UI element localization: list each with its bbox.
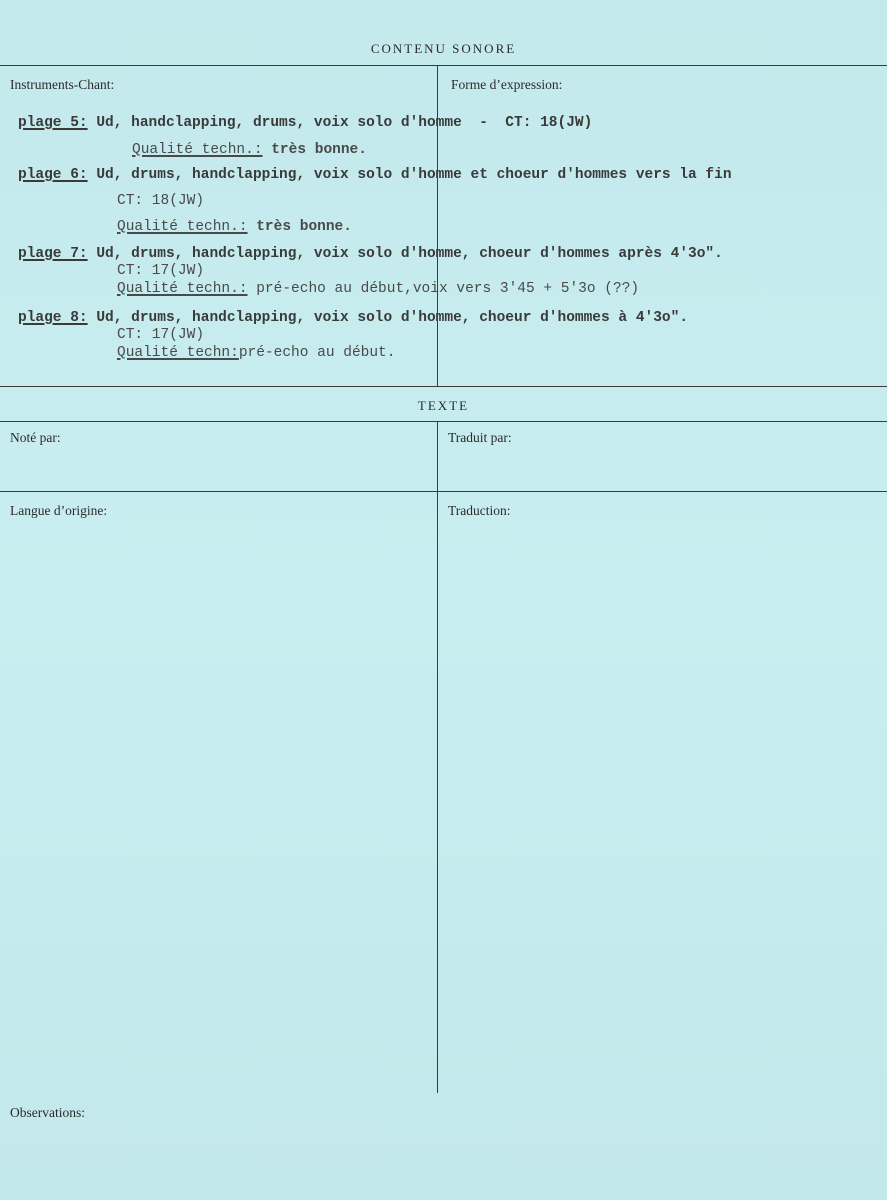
section-title-texte: TEXTE [417,398,470,413]
track-label-plage-5: plage 5: [18,115,88,131]
quality-text: très bonne. [247,219,352,235]
column-divider-texte [437,421,438,1093]
quality-line-plage-7 [117,281,639,297]
quality-label: Qualité techn: [117,345,239,361]
track-line-plage-7 [18,246,723,262]
field-label-forme-expression: Forme d’expression: [451,77,563,92]
divider-langue [0,491,887,492]
track-text-plage-5: Ud, handclapping, drums, voix solo d'homme - CT: 18(JW) [87,115,593,131]
column-divider-contenu [437,65,438,386]
divider-texte-top [0,386,887,387]
quality-text: très bonne. [262,142,367,158]
track-line-plage-6 [18,167,732,183]
track-line-plage-5 [18,115,592,131]
track-text-plage-6: Ud, drums, handclapping, voix solo d'homme et choeur d'hommes vers la fin [87,167,732,183]
quality-label: Qualité techn.: [117,219,248,235]
quality-text: pré-echo au début,voix vers 3'45 + 5'3o (??) [247,281,640,297]
field-label-traduction: Traduction: [448,503,511,518]
ct-line-plage-6: CT: 18(JW) [117,193,205,209]
track-line-plage-8 [18,310,688,326]
divider-texte-bottom [0,421,887,422]
track-label-plage-8: plage 8: [18,310,88,326]
track-text-plage-8: Ud, drums, handclapping, voix solo d'homme, choeur d'hommes à 4'3o". [87,310,689,326]
field-label-langue-origine: Langue d’origine: [10,503,108,518]
section-title-contenu-sonore: CONTENU SONORE [370,41,517,56]
field-label-instruments-chant: Instruments-Chant: [10,77,115,92]
quality-line-plage-6 [117,219,352,235]
ct-line-plage-7: CT: 17(JW) [117,263,205,279]
field-label-traduit-par: Traduit par: [448,430,512,445]
track-label-plage-6: plage 6: [18,167,88,183]
quality-text: pré-echo au début. [238,345,396,361]
quality-line-plage-5 [132,142,367,158]
quality-line-plage-8 [117,345,395,361]
track-label-plage-7: plage 7: [18,246,88,262]
divider-top [0,65,887,66]
track-text-plage-7: Ud, drums, handclapping, voix solo d'homme, choeur d'hommes après 4'3o". [87,246,723,262]
field-label-note-par: Noté par: [10,430,61,445]
ct-line-plage-8: CT: 17(JW) [117,327,205,343]
quality-label: Qualité techn.: [132,142,263,158]
quality-label: Qualité techn.: [117,281,248,297]
field-label-observations: Observations: [10,1105,85,1120]
